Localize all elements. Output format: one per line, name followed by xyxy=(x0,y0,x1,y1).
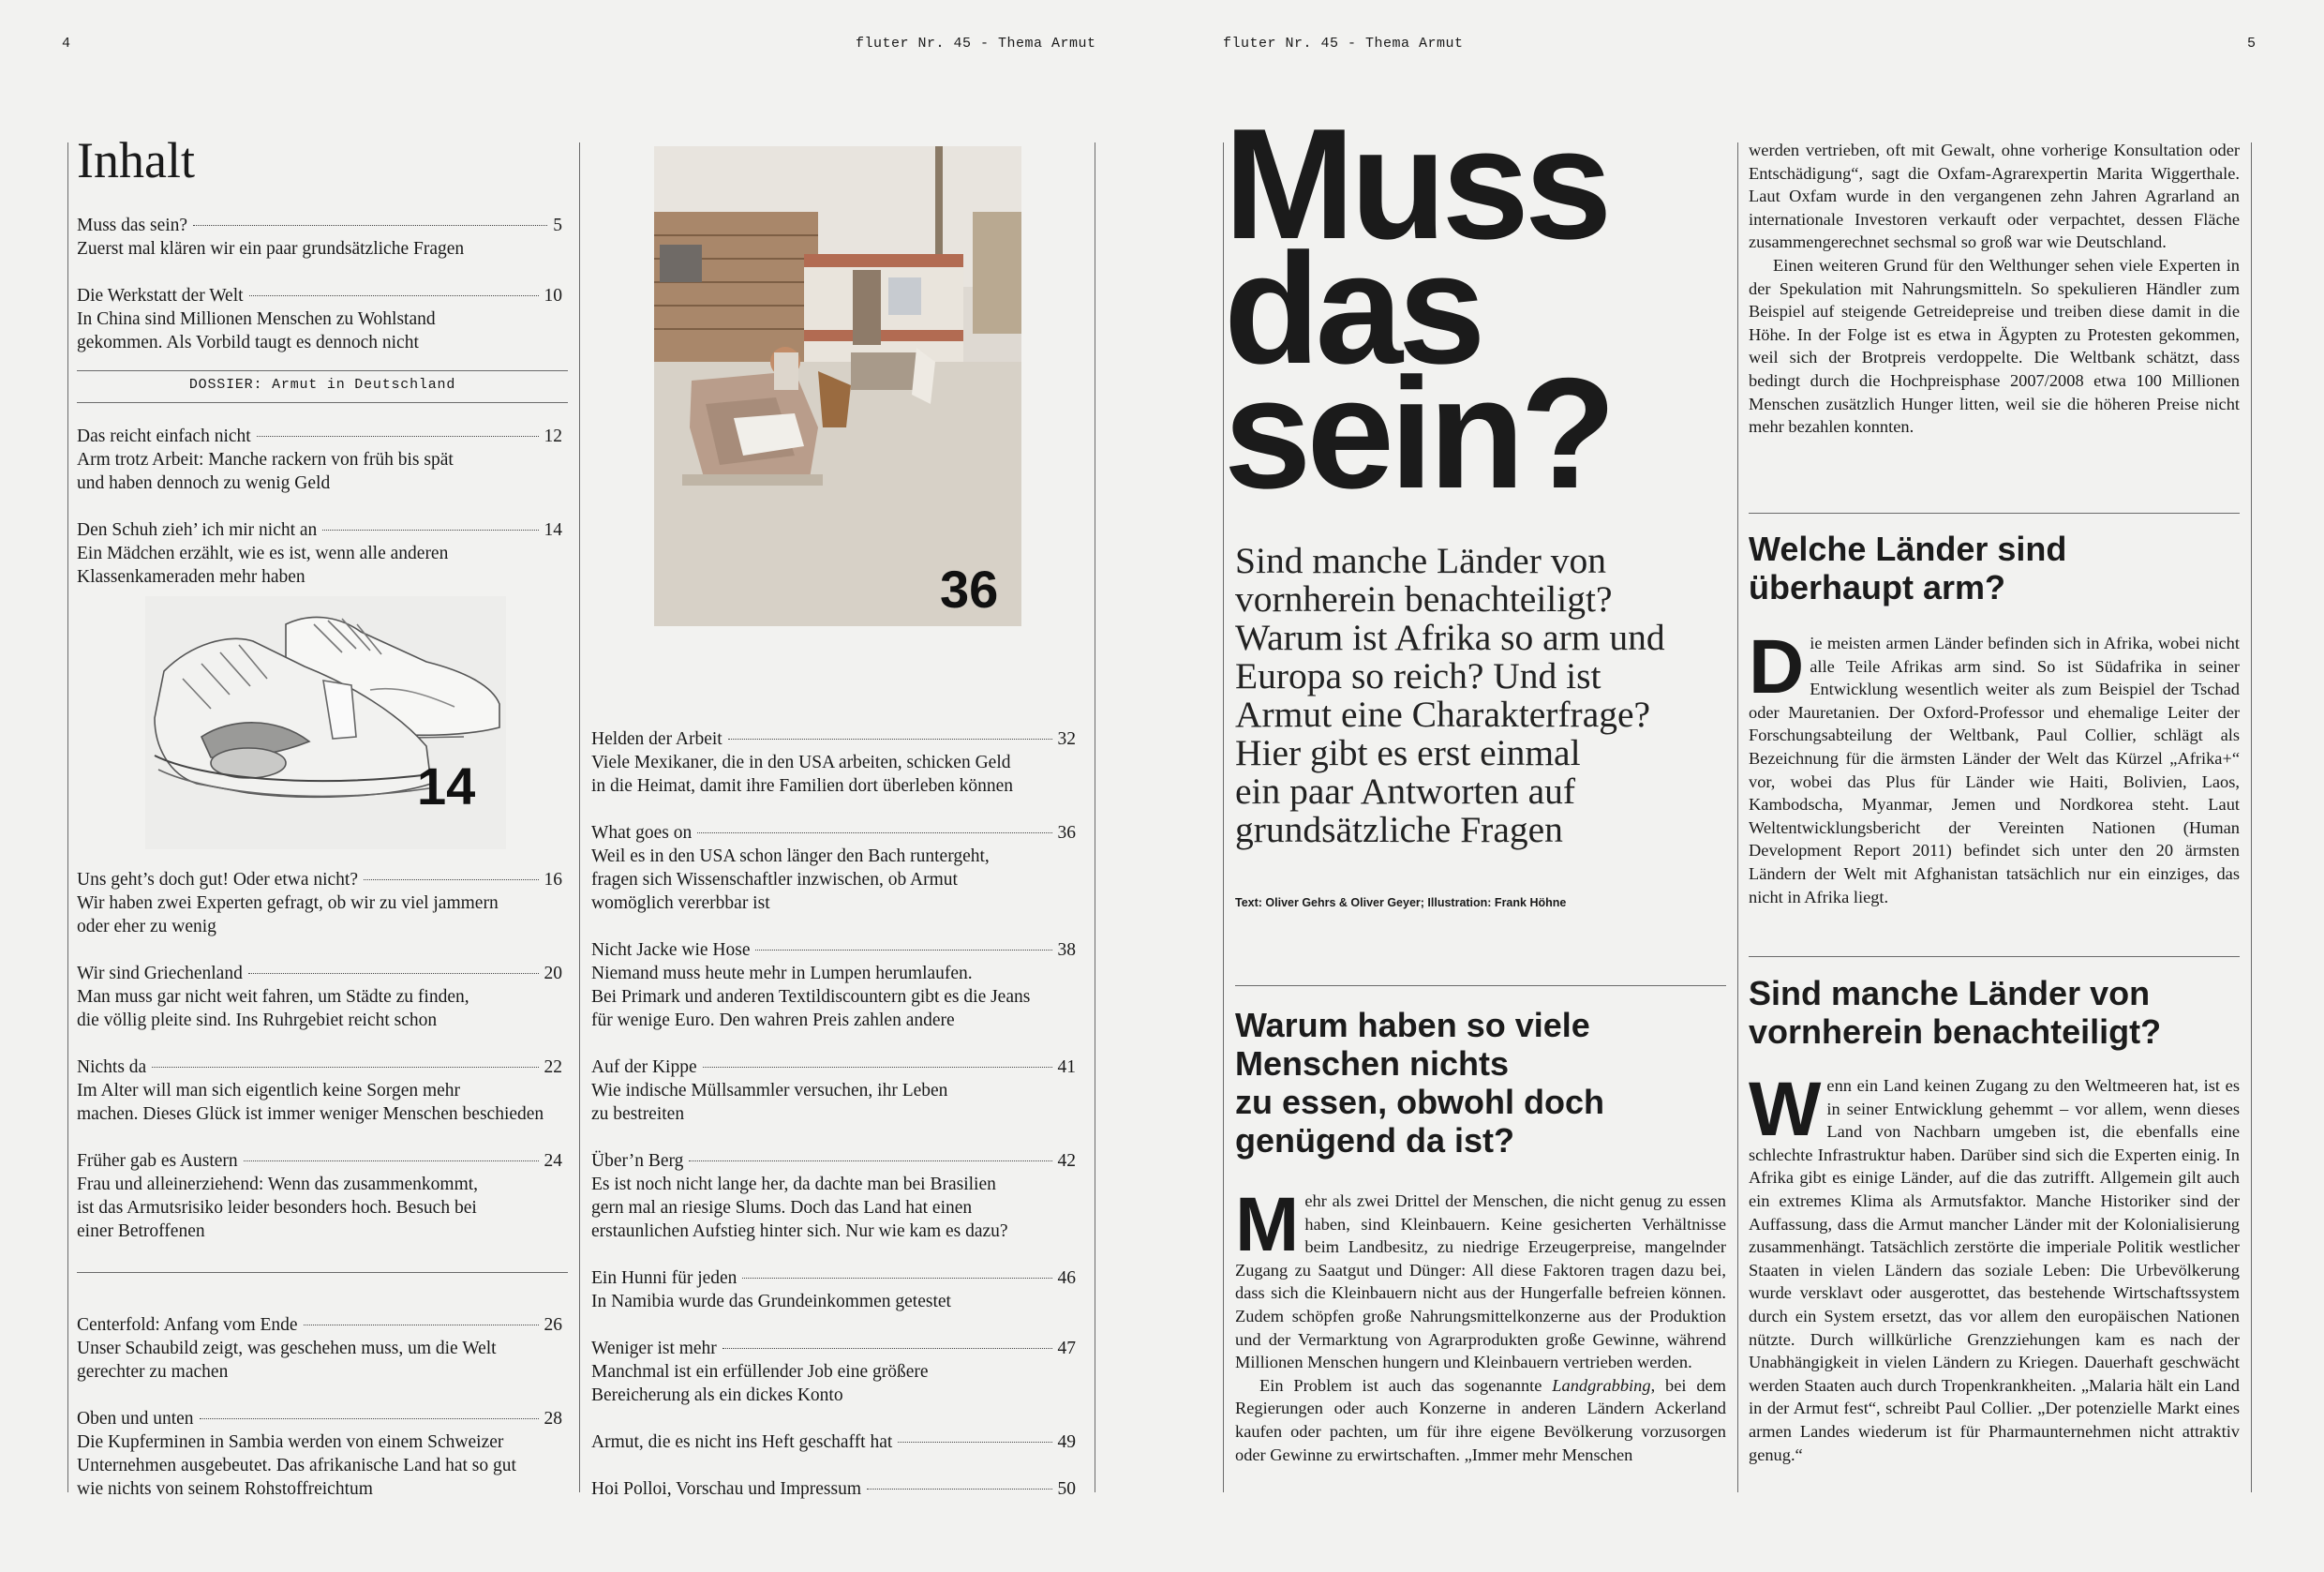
toc-entry-description: Viele Mexikaner, die in den USA arbeiten, schicken Geld xyxy=(591,753,1011,772)
toc-entry-title: Über’n Berg xyxy=(591,1151,684,1171)
section-divider xyxy=(1235,985,1726,986)
toc-entry-description: Im Alter will man sich eigentlich keine Sorgen mehr xyxy=(77,1081,461,1100)
toc-entry-description: und haben dennoch zu wenig Geld xyxy=(77,473,331,493)
toc-leader-dots xyxy=(689,1160,1051,1161)
toc-entry-description: Unser Schaubild zeigt, was geschehen muss, um die Welt xyxy=(77,1339,497,1358)
toc-entry-title: Die Werkstatt der Welt xyxy=(77,286,244,306)
paragraph: Einen weiteren Grund für den Welthunger sehen viele Experten in der Spekulation mit Nahrungsmitteln. So spekulieren Händler zum Beispiel auf steigende Getreidepreise und treiben diese damit in die Höhe. In der Folge ist es etwa in Ägypten zu Protesten gekommen, weil sich der Brotpreis verdoppelte. Die Weltbank schätzt, dass bedingt durch die Hochpreisphase 2007/2008 etwa 100 Millionen Menschen zusätzlich Hunger litten, weil sie die höheren Preise nicht mehr bezahlen konnten. xyxy=(1749,255,2240,437)
paragraph: ehr als zwei Drittel der Menschen, die nicht genug zu essen haben, sind Kleinbauern. Keine gesicherten Verhältnisse beim Landbesitz, zu niedrige Erzeugerpreise, mangelnder Zugang zu Saatgut und Dünger: All diese Faktoren tragen dazu bei, dass sich die Kleinbauern nicht aus der Hungerfalle befreien können. Zudem schöpfen große Nahrungsmittelkonzerne aus der Produktion und der Vermarktung von Agrarprodukten große Gewinne, während Millionen Menschen hungern und Kleinbauern vertrieben werden. xyxy=(1235,1191,1726,1372)
section-heading-hunger xyxy=(1235,1006,1604,1160)
toc-entry[interactable] xyxy=(591,1266,1076,1313)
drop-cap: W xyxy=(1749,1067,1822,1152)
toc-entry-heading xyxy=(591,1266,1076,1290)
toc-entry-description: gekommen. Als Vorbild taugt es dennoch nicht xyxy=(77,333,419,352)
toc-entry-page: 49 xyxy=(1057,1432,1076,1452)
drop-cap: D xyxy=(1749,624,1805,710)
subhead xyxy=(1235,542,1722,849)
toc-entry-description: Wie indische Müllsammler versuchen, ihr Leben xyxy=(591,1081,948,1100)
toc-entry-page: 28 xyxy=(544,1409,562,1429)
toc-entry[interactable] xyxy=(77,868,562,938)
headline-line: sein? xyxy=(1224,345,1612,521)
section-divider xyxy=(1749,513,2240,514)
toc-entry-description: in die Heimat, damit ihre Familien dort überleben können xyxy=(591,776,1014,796)
toc-leader-dots xyxy=(364,879,538,880)
left-running-head: fluter Nr. 45 - Thema Armut xyxy=(856,36,1096,52)
toc-leader-dots xyxy=(248,973,539,974)
toc-entry-title: Wir sind Griechenland xyxy=(77,964,243,983)
toc-entry-description: fragen sich Wissenschaftler inzwischen, ob Armut xyxy=(591,870,958,890)
paragraph-emphasis: Landgrabbing xyxy=(1552,1375,1651,1395)
toc-entry-page: 26 xyxy=(544,1315,562,1335)
toc-entry-description: Bei Primark und anderen Textildiscountern gibt es die Jeans xyxy=(591,987,1031,1007)
toc-leader-dots xyxy=(193,225,547,226)
toc-entry-description: erstaunlichen Aufstieg hinter sich. Nur wie kam es dazu? xyxy=(591,1221,1008,1241)
left-page-number: 4 xyxy=(62,36,71,52)
toc-entry-page: 38 xyxy=(1057,940,1076,960)
toc-entry-page: 14 xyxy=(544,520,562,540)
toc-entry-description: Frau und alleinerziehend: Wenn das zusammenkommt, xyxy=(77,1175,479,1194)
right-running-head: fluter Nr. 45 - Thema Armut xyxy=(1223,36,1464,52)
toc-entry-page: 24 xyxy=(544,1151,562,1171)
toc-entry[interactable] xyxy=(77,284,562,354)
byline: Text: Oliver Gehrs & Oliver Geyer; Illustration: Frank Höhne xyxy=(1235,896,1567,909)
headline-line: Muss xyxy=(1224,96,1608,272)
headline xyxy=(1224,96,1612,521)
toc-entry-page: 50 xyxy=(1057,1479,1076,1499)
toc-entry[interactable] xyxy=(591,938,1076,1032)
section-heading-disadvantaged xyxy=(1749,974,2161,1051)
toc-entry-heading xyxy=(77,425,562,448)
toc-leader-dots xyxy=(152,1067,538,1068)
subhead-line: ein paar Antworten auf xyxy=(1235,771,1576,812)
toc-entry[interactable] xyxy=(591,1430,1076,1454)
toc-entry-heading xyxy=(77,1407,562,1430)
toc-entry-description: Es ist noch nicht lange her, da dachte man bei Brasilien xyxy=(591,1175,996,1194)
toc-entry-description: womöglich vererbbar ist xyxy=(591,893,770,913)
dossier-rule-bottom xyxy=(77,402,568,403)
toc-entry-heading xyxy=(77,518,562,542)
toc-entry-title: Centerfold: Anfang vom Ende xyxy=(77,1315,298,1335)
toc-entry-title: Das reicht einfach nicht xyxy=(77,427,251,446)
toc-entry-heading xyxy=(591,1149,1076,1173)
toc-entry-page: 22 xyxy=(544,1057,562,1077)
toc-entry-description: gern mal an riesige Slums. Doch das Land hat einen xyxy=(591,1198,973,1218)
toc-entry-description: ist das Armutsrisiko leider besonders hoch. Besuch bei xyxy=(77,1198,477,1218)
heading-line: Warum haben so viele xyxy=(1235,1006,1590,1044)
toc-title: Inhalt xyxy=(77,132,195,188)
toc-entry-description: In China sind Millionen Menschen zu Wohlstand xyxy=(77,309,436,329)
toc-entry[interactable] xyxy=(77,214,562,261)
toc-entry-description: Bereicherung als ein dickes Konto xyxy=(591,1385,843,1405)
toc-entry-heading xyxy=(591,1430,1076,1454)
section-body-disadvantaged xyxy=(1749,1067,2240,1466)
dossier-rule-top xyxy=(77,370,568,371)
photo-page-number: 36 xyxy=(940,560,999,619)
toc-entry[interactable] xyxy=(591,727,1076,798)
toc-entry-heading xyxy=(591,727,1076,751)
toc-entry-heading xyxy=(77,1313,562,1337)
toc-entry-description: zu bestreiten xyxy=(591,1104,685,1124)
toc-entry-title: Helden der Arbeit xyxy=(591,729,723,749)
heading-line: zu essen, obwohl doch xyxy=(1235,1083,1605,1121)
trailer-photo xyxy=(654,146,1021,626)
toc-entry-description: Manchmal ist ein erfüllender Job eine größere xyxy=(591,1362,929,1382)
trailer-photo-image xyxy=(654,146,1021,626)
toc-entry-heading xyxy=(77,1055,562,1079)
toc-entry-page: 47 xyxy=(1057,1339,1076,1358)
headline-line: das xyxy=(1224,220,1482,397)
subhead-line: vornherein benachteiligt? xyxy=(1235,578,1613,620)
toc-entry-description: die völlig pleite sind. Ins Ruhrgebiet reicht schon xyxy=(77,1011,438,1030)
toc-entry-page: 42 xyxy=(1057,1151,1076,1171)
toc-entry[interactable] xyxy=(77,518,562,589)
toc-entry[interactable] xyxy=(591,1477,1076,1501)
subhead-line: Warum ist Afrika so arm und xyxy=(1235,617,1665,658)
toc-entry-page: 10 xyxy=(544,286,562,306)
toc-leader-dots xyxy=(755,950,1051,951)
toc-leader-dots xyxy=(728,739,1052,740)
heading-line: Welche Länder sind xyxy=(1749,530,2067,568)
subhead-line: grundsätzliche Fragen xyxy=(1235,809,1563,850)
toc-entry-title: Hoi Polloi, Vorschau und Impressum xyxy=(591,1479,861,1499)
toc-leader-dots xyxy=(867,1489,1052,1490)
column-rule xyxy=(579,142,580,1492)
heading-line: vornherein benachteiligt? xyxy=(1749,1012,2162,1051)
subhead-line: Hier gibt es erst einmal xyxy=(1235,732,1581,773)
toc-entry-title: What goes on xyxy=(591,823,693,843)
toc-leader-dots xyxy=(742,1278,1051,1279)
toc-leader-dots xyxy=(257,436,539,437)
toc-entry-title: Armut, die es nicht ins Heft geschafft hat xyxy=(591,1432,893,1452)
toc-entry-description: Zuerst mal klären wir ein paar grundsätzliche Fragen xyxy=(77,239,465,259)
paragraph xyxy=(1235,1374,1726,1466)
toc-entry-heading xyxy=(77,868,562,891)
toc-entry-description: Niemand muss heute mehr in Lumpen herumlaufen. xyxy=(591,964,973,983)
toc-entry-title: Nichts da xyxy=(77,1057,147,1077)
toc-entry-description: gerechter zu machen xyxy=(77,1362,229,1382)
toc-leader-dots xyxy=(200,1418,539,1419)
toc-entry-page: 46 xyxy=(1057,1268,1076,1288)
toc-entry[interactable] xyxy=(77,1055,562,1126)
toc-entry-title: Auf der Kippe xyxy=(591,1057,697,1077)
toc-entry[interactable] xyxy=(77,1313,562,1384)
toc-entry-page: 41 xyxy=(1057,1057,1076,1077)
toc-entry-description: Arm trotz Arbeit: Manche rackern von früh bis spät xyxy=(77,450,454,470)
toc-entry-description: Klassenkameraden mehr haben xyxy=(77,567,305,587)
toc-entry-title: Nicht Jacke wie Hose xyxy=(591,940,751,960)
toc-entry-page: 12 xyxy=(544,427,562,446)
section-body-hunger-continued xyxy=(1749,139,2240,439)
toc-entry-page: 32 xyxy=(1057,729,1076,749)
toc-entry[interactable] xyxy=(591,1055,1076,1126)
paragraph-text: , bei dem Regierungen oder auch Konzerne in anderen Ländern Ackerland kaufen oder pachten, um für ihre eigene Bevölkerung vorzusorgen oder Gewinne zu erwirtschaften. „Immer mehr Menschen xyxy=(1235,1375,1726,1464)
toc-entry[interactable] xyxy=(591,821,1076,915)
subhead-line: Armut eine Charakterfrage? xyxy=(1235,694,1651,735)
section-body-poor-countries xyxy=(1749,624,2240,908)
toc-entry-description: einer Betroffenen xyxy=(77,1221,205,1241)
toc-entry-heading xyxy=(77,1149,562,1173)
toc-entry-title: Uns geht’s doch gut! Oder etwa nicht? xyxy=(77,870,359,890)
toc-entry-title: Früher gab es Austern xyxy=(77,1151,238,1171)
subhead-line: Sind manche Länder von xyxy=(1235,540,1606,581)
toc-entry-page: 16 xyxy=(544,870,562,890)
toc-entry-description: für wenige Euro. Den wahren Preis zahlen andere xyxy=(591,1011,955,1030)
toc-entry-page: 5 xyxy=(553,216,562,235)
toc-entry[interactable] xyxy=(591,1149,1076,1243)
section-divider xyxy=(1749,956,2240,957)
paragraph: werden vertrieben, oft mit Gewalt, ohne vorherige Konsultation oder Entschädigung“, sagt die Oxfam-Agrarexpertin Marita Wiggerthale. Laut Oxfam wurde in den vergangenen zehn Jahren Agrarland an internationale Investoren verkauft oder verpachtet, dessen Fläche zusammengerechnet sechsmal so groß war wie Deutschland. xyxy=(1749,141,2240,252)
subhead-line: Europa so reich? Und ist xyxy=(1235,655,1601,696)
toc-entry-description: oder eher zu wenig xyxy=(77,917,216,936)
toc-entry-description: machen. Dieses Glück ist immer weniger Menschen beschieden xyxy=(77,1104,544,1124)
heading-line: überhaupt arm? xyxy=(1749,568,2006,606)
toc-entry-description: Weil es in den USA schon länger den Bach runtergeht, xyxy=(591,846,990,866)
dossier-label: DOSSIER: Armut in Deutschland xyxy=(188,377,456,393)
toc-entry-heading xyxy=(77,962,562,985)
toc-entry-title: Oben und unten xyxy=(77,1409,194,1429)
toc-entry[interactable] xyxy=(77,1407,562,1501)
toc-entry-description: Wir haben zwei Experten gefragt, ob wir zu viel jammern xyxy=(77,893,499,913)
toc-divider xyxy=(77,1272,568,1273)
toc-entry-description: Ein Mädchen erzählt, wie es ist, wenn alle anderen xyxy=(77,544,449,563)
toc-entry[interactable] xyxy=(591,1337,1076,1407)
toc-entry-description: Unternehmen ausgebeutet. Das afrikanische Land hat so gut xyxy=(77,1456,516,1475)
toc-entry-page: 36 xyxy=(1057,823,1076,843)
heading-line: Sind manche Länder von xyxy=(1749,974,2151,1012)
toc-entry-page: 20 xyxy=(544,964,562,983)
toc-leader-dots xyxy=(322,530,538,531)
drop-cap: M xyxy=(1235,1182,1300,1267)
column-rule xyxy=(2251,142,2252,1492)
toc-entry-description: Die Kupferminen in Sambia werden von einem Schweizer xyxy=(77,1432,504,1452)
toc-entry-heading xyxy=(77,284,562,307)
toc-entry-title: Weniger ist mehr xyxy=(591,1339,717,1358)
toc-entry-heading xyxy=(591,938,1076,962)
column-rule xyxy=(1737,142,1738,1492)
section-heading-poor-countries xyxy=(1749,530,2066,606)
heading-line: genügend da ist? xyxy=(1235,1121,1515,1160)
toc-leader-dots xyxy=(697,832,1051,833)
toc-entry-description: In Namibia wurde das Grundeinkommen getestet xyxy=(591,1292,951,1311)
toc-entry-title: Muss das sein? xyxy=(77,216,188,235)
toc-entry-heading xyxy=(591,1337,1076,1360)
toc-leader-dots xyxy=(249,295,539,296)
paragraph: enn ein Land keinen Zugang zu den Weltmeeren hat, ist es in seiner Entwicklung gehemmt – vor allem, wenn dieses Land von Nachbarn umgeben ist, die ebenfalls eine schlechte Infrastruktur haben. Darüber sind sich die Experten einig. In Afrika gibt es einige Länder, auf die das zutrifft. Allgemein gilt auch ein extremes Klima als Armutsfaktor. Manche Historiker sind der Auffassung, dass die Armut mancher Länder mit der Kolonialisierung zusammenhängt. Tatsächlich zerstörte die imperiale Politik westlicher Staaten in vielen Ländern das soziale Leben: Die Urbevölkerung wurde versklavt oder ausgerottet, das bestehende Wirtschaftssystem durch ein System ersetzt, das vor allem den europäischen Nationen nützte. Durch willkürliche Grenzziehungen kam es nach der Unabhängigkeit in vielen Ländern zu Kriegen. Dauerhaft geschwächt werden Staaten auch durch Tropenkrankheiten. „Malaria hält ein Land in der Armut fest“, schreibt Paul Collier. „Der potenzielle Markt eines armen Landes wiederum ist für Pharmaunternehmen nicht attraktiv genug.“ xyxy=(1749,1076,2240,1464)
toc-entry-description: Man muss gar nicht weit fahren, um Städte zu finden, xyxy=(77,987,469,1007)
toc-entry[interactable] xyxy=(77,962,562,1032)
toc-entry-title: Ein Hunni für jeden xyxy=(591,1268,737,1288)
toc-leader-dots xyxy=(723,1348,1052,1349)
toc-entry[interactable] xyxy=(77,1149,562,1243)
column-rule xyxy=(67,142,68,1492)
section-body-hunger xyxy=(1235,1182,1726,1466)
toc-entry-heading xyxy=(591,1477,1076,1501)
right-page-number: 5 xyxy=(2247,36,2257,52)
toc-entry-heading xyxy=(591,821,1076,845)
toc-entry-title: Den Schuh zieh’ ich mir nicht an xyxy=(77,520,318,540)
shoe-page-number: 14 xyxy=(417,756,476,816)
toc-entry[interactable] xyxy=(77,425,562,495)
toc-entry-heading xyxy=(591,1055,1076,1079)
toc-leader-dots xyxy=(244,1160,539,1161)
toc-leader-dots xyxy=(898,1442,1051,1443)
toc-leader-dots xyxy=(703,1067,1052,1068)
paragraph: ie meisten armen Länder befinden sich in Afrika, wobei nicht alle Teile Afrikas arm sind. So ist Südafrika in seiner Entwicklung wesentlich weiter als zum Beispiel der Tschad oder Mauretanien. Der Oxford-Professor und ehemalige Leiter der Forschungsabteilung der Weltbank, Paul Collier, schlägt als Bezeichnung für die ärmsten Länder der Welt das Kürzel „Afrika+“ vor, wobei das Plus für Länder wie Haiti, Bolivien, Laos, Kambodscha, Myanmar, Jemen und Nordkorea steht. Laut Weltentwicklungsbericht der Vereinten Nationen (Human Development Report 2011) befindet sich unter den 20 ärmsten Ländern der Welt mit Afghanistan tatsächlich nur ein einziges, das nicht in Afrika liegt. xyxy=(1749,634,2240,906)
heading-line: Menschen nichts xyxy=(1235,1044,1510,1083)
paragraph-text: Ein Problem ist auch das sogenannte xyxy=(1259,1375,1553,1395)
toc-entry-heading xyxy=(77,214,562,237)
toc-entry-description: wie nichts von seinem Rohstoffreichtum xyxy=(77,1479,373,1499)
